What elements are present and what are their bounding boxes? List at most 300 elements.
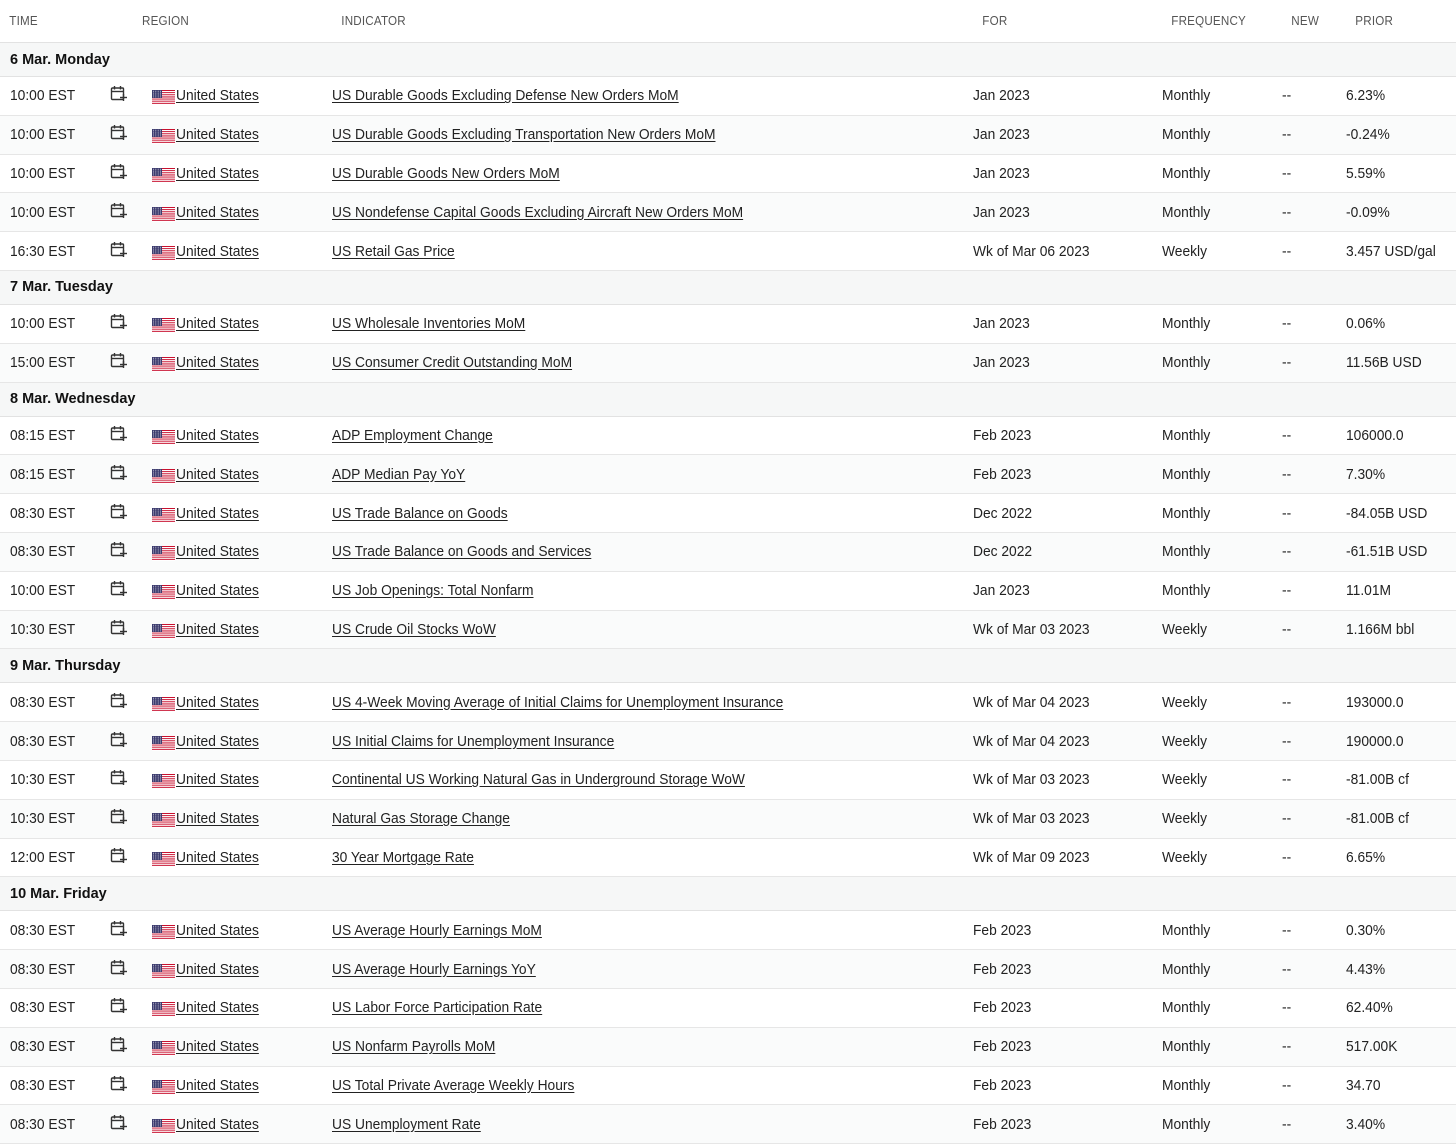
calendar-add-icon[interactable] [110,503,127,524]
event-new [1282,77,1346,116]
event-indicator[interactable] [332,343,973,382]
calendar-add-icon[interactable] [110,619,127,640]
indicator-link[interactable]: US Nonfarm Payrolls MoM [332,1038,496,1056]
indicator-link[interactable]: US Retail Gas Price [332,242,455,260]
us-flag-icon [152,318,175,333]
event-for-text: Feb 2023 [973,921,1032,939]
region-link[interactable]: United States [176,732,259,750]
event-region[interactable] [176,799,332,838]
event-prior [1346,455,1456,494]
calendar-add-icon[interactable] [110,1036,127,1057]
event-prior [1346,77,1456,116]
event-for [973,950,1162,989]
region-flag [142,343,176,382]
event-region[interactable] [176,950,332,989]
indicator-link[interactable]: US Trade Balance on Goods and Services [332,543,592,561]
column-header-prior[interactable]: PRIOR [1346,0,1448,43]
event-region[interactable] [176,494,332,533]
event-time-text: 08:30 EST [10,1038,76,1056]
event-prior-text: 190000.0 [1346,732,1404,750]
event-region[interactable] [176,911,332,950]
event-time-text: 08:30 EST [10,1115,76,1133]
event-time-text: 10:00 EST [10,87,76,105]
event-for [973,343,1162,382]
event-prior [1346,416,1456,455]
event-frequency [1162,988,1282,1027]
indicator-link[interactable]: US Labor Force Participation Rate [332,999,543,1017]
region-link[interactable]: United States [176,771,259,789]
event-time [0,343,100,382]
region-link[interactable]: United States [176,126,259,144]
add-to-calendar-button[interactable] [100,455,142,494]
indicator-link[interactable]: US Unemployment Rate [332,1115,481,1133]
event-indicator[interactable] [332,455,973,494]
event-for [973,799,1162,838]
event-prior [1346,494,1456,533]
event-region[interactable] [176,532,332,571]
event-frequency-text: Monthly [1162,354,1211,372]
event-frequency-text: Monthly [1162,203,1211,221]
event-for-text: Wk of Mar 03 2023 [973,810,1090,828]
event-new [1282,1066,1346,1105]
day-label: 7 Mar. Tuesday [0,270,1456,304]
event-frequency-text: Monthly [1162,1038,1211,1056]
calendar-add-icon[interactable] [110,352,127,373]
event-for [973,154,1162,193]
region-link[interactable]: United States [176,693,259,711]
calendar-add-icon[interactable] [110,847,127,868]
event-region[interactable] [176,722,332,761]
day-label: 9 Mar. Thursday [0,649,1456,683]
event-row [0,1105,1456,1144]
event-prior-text: -84.05B USD [1346,504,1428,522]
event-region[interactable] [176,838,332,877]
event-time [0,154,100,193]
event-for-text: Feb 2023 [973,999,1032,1017]
region-link[interactable]: United States [176,1076,259,1094]
event-new-text: -- [1282,242,1292,260]
event-new-text: -- [1282,620,1292,638]
calendar-add-icon[interactable] [110,997,127,1018]
add-to-calendar-button[interactable] [100,683,142,722]
event-frequency [1162,610,1282,649]
indicator-link[interactable]: 30 Year Mortgage Rate [332,848,474,866]
event-new [1282,571,1346,610]
event-time [0,571,100,610]
column-header-indicator[interactable]: INDICATOR [332,0,928,43]
us-flag-icon [152,697,175,712]
event-for-text: Feb 2023 [973,465,1032,483]
event-region[interactable] [176,193,332,232]
event-for [973,193,1162,232]
column-header-for[interactable]: FOR [973,0,1149,43]
calendar-add-icon[interactable] [110,731,127,752]
event-frequency [1162,950,1282,989]
region-link[interactable]: United States [176,810,259,828]
event-prior-text: -81.00B cf [1346,771,1409,789]
add-to-calendar-button[interactable] [100,610,142,649]
add-to-calendar-button[interactable] [100,494,142,533]
column-header-time[interactable]: TIME [0,0,132,43]
event-new [1282,1027,1346,1066]
calendar-add-icon[interactable] [110,959,127,980]
indicator-link[interactable]: US 4-Week Moving Average of Initial Claims for Unemployment Insurance [332,693,784,711]
region-link[interactable]: United States [176,1115,259,1133]
region-link[interactable]: United States [176,1038,259,1056]
event-region[interactable] [176,232,332,271]
event-indicator[interactable] [332,232,973,271]
event-time [0,838,100,877]
event-indicator[interactable] [332,304,973,343]
event-time-text: 08:15 EST [10,426,76,444]
add-to-calendar-button[interactable] [100,193,142,232]
region-link[interactable]: United States [176,999,259,1017]
event-indicator[interactable] [332,193,973,232]
indicator-link[interactable]: US Durable Goods New Orders MoM [332,164,560,182]
event-new [1282,115,1346,154]
event-indicator[interactable] [332,683,973,722]
event-indicator[interactable] [332,532,973,571]
event-indicator[interactable] [332,760,973,799]
indicator-link[interactable]: US Durable Goods Excluding Defense New Orders MoM [332,87,679,105]
event-new [1282,232,1346,271]
event-new [1282,988,1346,1027]
event-frequency-text: Weekly [1162,620,1208,638]
event-new [1282,911,1346,950]
region-link[interactable]: United States [176,315,259,333]
event-region[interactable] [176,1105,332,1144]
event-time [0,683,100,722]
region-flag [142,950,176,989]
event-for-text: Dec 2022 [973,543,1033,561]
event-indicator[interactable] [332,722,973,761]
region-link[interactable]: United States [176,848,259,866]
event-time [0,760,100,799]
event-region[interactable] [176,455,332,494]
day-header-row [0,270,1456,304]
add-to-calendar-button[interactable] [100,1105,142,1144]
event-new-text: -- [1282,465,1292,483]
event-row [0,193,1456,232]
event-indicator[interactable] [332,1027,973,1066]
indicator-link[interactable]: US Durable Goods Excluding Transportation New Orders MoM [332,126,716,144]
indicator-link[interactable]: US Nondefense Capital Goods Excluding Aircraft New Orders MoM [332,203,744,221]
event-for-text: Dec 2022 [973,504,1033,522]
calendar-add-icon[interactable] [110,124,127,145]
event-new [1282,532,1346,571]
region-link[interactable]: United States [176,465,259,483]
indicator-link[interactable]: US Job Openings: Total Nonfarm [332,582,534,600]
us-flag-icon [152,774,175,789]
indicator-link[interactable]: US Consumer Credit Outstanding MoM [332,354,573,372]
event-for-text: Wk of Mar 04 2023 [973,732,1090,750]
table-header [0,0,1456,43]
add-to-calendar-button[interactable] [100,304,142,343]
region-flag [142,193,176,232]
event-new-text: -- [1282,1038,1292,1056]
event-row [0,343,1456,382]
region-link[interactable]: United States [176,164,259,182]
event-indicator[interactable] [332,610,973,649]
add-to-calendar-button[interactable] [100,115,142,154]
event-row [0,571,1456,610]
event-prior-text: 7.30% [1346,465,1386,483]
event-region[interactable] [176,304,332,343]
calendar-add-icon[interactable] [110,163,127,184]
indicator-link[interactable]: US Total Private Average Weekly Hours [332,1076,575,1094]
event-indicator[interactable] [332,115,973,154]
region-link[interactable]: United States [176,354,259,372]
event-prior [1346,232,1456,271]
calendar-add-icon[interactable] [110,541,127,562]
event-for [973,683,1162,722]
event-indicator[interactable] [332,911,973,950]
us-flag-icon [152,508,175,523]
region-flag [142,1105,176,1144]
indicator-link[interactable]: Natural Gas Storage Change [332,810,511,828]
indicator-link[interactable]: US Initial Claims for Unemployment Insurance [332,732,615,750]
calendar-add-icon[interactable] [110,1075,127,1096]
add-to-calendar-button[interactable] [100,232,142,271]
event-frequency [1162,193,1282,232]
event-time-text: 10:30 EST [10,810,76,828]
day-label: 8 Mar. Wednesday [0,382,1456,416]
event-region[interactable] [176,1066,332,1105]
region-link[interactable]: United States [176,203,259,221]
event-new-text: -- [1282,999,1292,1017]
event-new [1282,494,1346,533]
event-time-text: 08:30 EST [10,999,76,1017]
event-for-text: Feb 2023 [973,1038,1032,1056]
calendar-add-icon[interactable] [110,85,127,106]
add-to-calendar-button[interactable] [100,722,142,761]
region-link[interactable]: United States [176,543,259,561]
us-flag-icon [152,852,175,867]
event-region[interactable] [176,683,332,722]
column-header-frequency[interactable]: FREQUENCY [1162,0,1274,43]
event-prior-text: 11.56B USD [1346,354,1422,372]
add-to-calendar-button[interactable] [100,571,142,610]
indicator-link[interactable]: ADP Employment Change [332,426,493,444]
us-flag-icon [152,90,175,105]
us-flag-icon [152,207,175,222]
region-link[interactable]: United States [176,960,259,978]
event-time [0,1066,100,1105]
event-new-text: -- [1282,921,1292,939]
event-indicator[interactable] [332,950,973,989]
event-row [0,911,1456,950]
event-region[interactable] [176,1027,332,1066]
event-region[interactable] [176,115,332,154]
column-header-new[interactable]: NEW [1282,0,1342,43]
region-flag [142,154,176,193]
event-new-text: -- [1282,203,1292,221]
indicator-link[interactable]: US Trade Balance on Goods [332,504,508,522]
event-indicator[interactable] [332,838,973,877]
us-flag-icon [152,964,175,979]
event-frequency-text: Monthly [1162,921,1211,939]
event-row [0,77,1456,116]
event-frequency [1162,455,1282,494]
event-region[interactable] [176,154,332,193]
event-region[interactable] [176,571,332,610]
event-indicator[interactable] [332,799,973,838]
event-region[interactable] [176,77,332,116]
calendar-add-icon[interactable] [110,425,127,446]
event-region[interactable] [176,343,332,382]
add-to-calendar-button[interactable] [100,988,142,1027]
event-frequency-text: Monthly [1162,1115,1211,1133]
event-row [0,232,1456,271]
region-flag [142,799,176,838]
calendar-add-icon[interactable] [110,692,127,713]
event-new [1282,193,1346,232]
event-indicator[interactable] [332,1066,973,1105]
event-time-text: 08:30 EST [10,504,76,522]
us-flag-icon [152,624,175,639]
event-new [1282,838,1346,877]
add-to-calendar-button[interactable] [100,760,142,799]
event-indicator[interactable] [332,494,973,533]
event-prior [1346,988,1456,1027]
region-flag [142,77,176,116]
event-indicator[interactable] [332,988,973,1027]
indicator-link[interactable]: ADP Median Pay YoY [332,465,466,483]
add-to-calendar-button[interactable] [100,416,142,455]
event-indicator[interactable] [332,416,973,455]
calendar-add-icon[interactable] [110,202,127,223]
event-frequency-text: Weekly [1162,848,1208,866]
day-label: 10 Mar. Friday [0,877,1456,911]
region-flag [142,988,176,1027]
event-time [0,988,100,1027]
event-indicator[interactable] [332,77,973,116]
column-header-region[interactable]: REGION [142,0,319,43]
event-time [0,416,100,455]
event-prior-text: 4.43% [1346,960,1386,978]
region-flag [142,683,176,722]
event-indicator[interactable] [332,571,973,610]
event-new [1282,722,1346,761]
event-new [1282,1105,1346,1144]
indicator-link[interactable]: US Average Hourly Earnings MoM [332,921,542,939]
calendar-add-icon[interactable] [110,1114,127,1135]
event-frequency [1162,154,1282,193]
event-new [1282,760,1346,799]
event-prior-text: -61.51B USD [1346,543,1428,561]
event-new-text: -- [1282,543,1292,561]
event-region[interactable] [176,760,332,799]
calendar-add-icon[interactable] [110,808,127,829]
add-to-calendar-button[interactable] [100,799,142,838]
event-time [0,77,100,116]
event-row [0,722,1456,761]
add-to-calendar-button[interactable] [100,1027,142,1066]
calendar-add-icon[interactable] [110,241,127,262]
indicator-link[interactable]: US Wholesale Inventories MoM [332,315,526,333]
event-indicator[interactable] [332,154,973,193]
region-flag [142,722,176,761]
event-prior-text: -81.00B cf [1346,810,1409,828]
region-link[interactable]: United States [176,620,259,638]
event-prior-text: 6.65% [1346,848,1386,866]
event-frequency [1162,343,1282,382]
event-new-text: -- [1282,1115,1292,1133]
event-for [973,115,1162,154]
us-flag-icon [152,1002,175,1017]
event-prior [1346,343,1456,382]
event-region[interactable] [176,416,332,455]
add-to-calendar-button[interactable] [100,838,142,877]
region-link[interactable]: United States [176,582,259,600]
region-link[interactable]: United States [176,504,259,522]
event-time [0,722,100,761]
event-prior-text: -0.09% [1346,203,1390,221]
event-for-text: Jan 2023 [973,203,1030,221]
region-link[interactable]: United States [176,426,259,444]
event-row [0,532,1456,571]
region-link[interactable]: United States [176,242,259,260]
us-flag-icon [152,813,175,828]
event-for [973,1066,1162,1105]
add-to-calendar-button[interactable] [100,1066,142,1105]
event-prior-text: 62.40% [1346,999,1393,1017]
event-region[interactable] [176,988,332,1027]
event-time-text: 08:30 EST [10,1076,76,1094]
indicator-link[interactable]: US Average Hourly Earnings YoY [332,960,536,978]
event-region[interactable] [176,610,332,649]
event-new-text: -- [1282,810,1292,828]
region-link[interactable]: United States [176,87,259,105]
event-row [0,683,1456,722]
event-frequency-text: Monthly [1162,126,1211,144]
event-frequency-text: Weekly [1162,771,1208,789]
event-prior [1346,304,1456,343]
event-new-text: -- [1282,504,1292,522]
event-row [0,1027,1456,1066]
add-to-calendar-button[interactable] [100,950,142,989]
region-link[interactable]: United States [176,921,259,939]
event-new-text: -- [1282,126,1292,144]
calendar-add-icon[interactable] [110,769,127,790]
event-for-text: Wk of Mar 03 2023 [973,771,1090,789]
event-frequency [1162,115,1282,154]
calendar-add-icon[interactable] [110,464,127,485]
event-indicator[interactable] [332,1105,973,1144]
indicator-link[interactable]: US Crude Oil Stocks WoW [332,620,496,638]
add-to-calendar-button[interactable] [100,911,142,950]
region-flag [142,455,176,494]
add-to-calendar-button[interactable] [100,343,142,382]
add-to-calendar-button[interactable] [100,532,142,571]
calendar-add-icon[interactable] [110,313,127,334]
event-time-text: 08:30 EST [10,921,76,939]
event-row [0,494,1456,533]
event-prior [1346,193,1456,232]
event-time-text: 10:00 EST [10,582,76,600]
indicator-link[interactable]: Continental US Working Natural Gas in Underground Storage WoW [332,771,745,789]
event-prior [1346,610,1456,649]
add-to-calendar-button[interactable] [100,77,142,116]
event-new [1282,304,1346,343]
event-new [1282,416,1346,455]
event-for-text: Feb 2023 [973,426,1032,444]
event-row [0,1066,1456,1105]
add-to-calendar-button[interactable] [100,154,142,193]
calendar-add-icon[interactable] [110,580,127,601]
calendar-add-icon[interactable] [110,920,127,941]
event-time-text: 08:30 EST [10,543,76,561]
